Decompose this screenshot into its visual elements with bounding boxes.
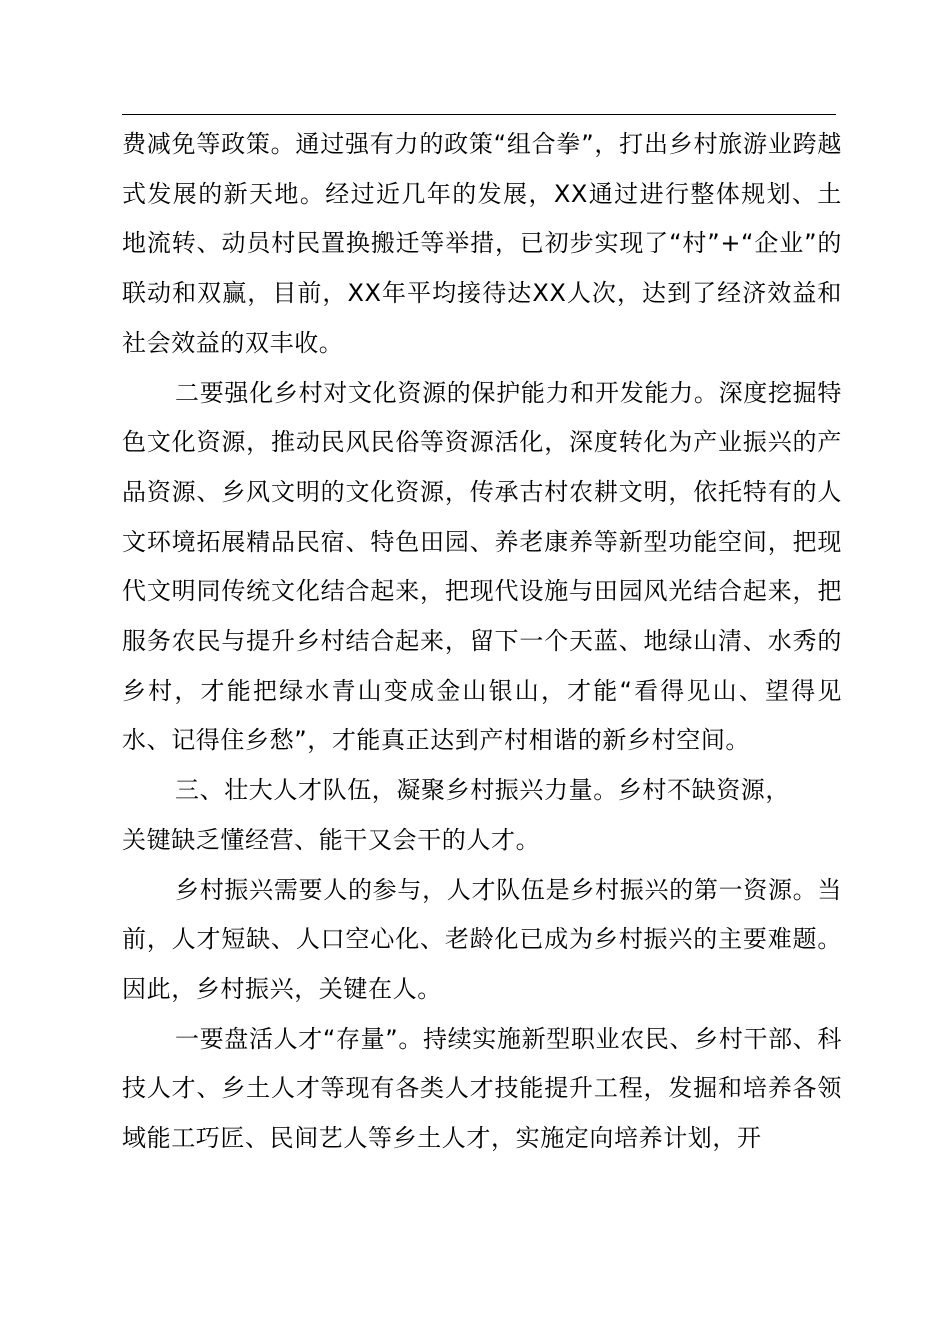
paragraph-continuation: 费减免等政策。通过强有力的政策“组合拳”，打出乡村旅游业跨越式发展的新天地。经过近几年的发展，XX通过进行整体规划、土地流转、动员村民置换搬迁等举措，已初步实现了“村”+“企业”的联动和双赢，目前，XX年平均接待达XX人次，达到了经济效益和社会效益的双丰收。 (122, 130, 842, 357)
document-body (122, 120, 842, 1164)
paragraph-culture-resources: 二要强化乡村对文化资源的保护能力和开发能力。深度挖掘特色文化资源，推动民风民俗等资源活化，深度转化为产业振兴的产品资源、乡风文明的文化资源，传承古村农耕文明，依托特有的人文环境拓展精品民宿、特色田园、养老康养等新型功能空间，把现代文明同传统文化结合起来，把现代设施与田园风光结合起来，把服务农民与提升乡村结合起来，留下一个天蓝、地绿山清、水秀的乡村，才能把绿水青山变成金山银山，才能“看得见山、望得见水、记得住乡愁”，才能真正达到产村相谐的新乡村空间。 (122, 378, 842, 755)
section-heading-talent: 三、壮大人才队伍，凝聚乡村振兴力量。乡村不缺资源， 关键缺乏懂经营、能干又会干的人才。 (122, 776, 790, 854)
paragraph-talent-intro: 乡村振兴需要人的参与，人才队伍是乡村振兴的第一资源。当前，人才短缺、人口空心化、老龄化已成为乡村振兴的主要难题。因此，乡村振兴，关键在人。 (122, 875, 842, 1003)
header-rule (122, 114, 836, 115)
paragraph-talent-stock: 一要盘活人才“存量”。持续实施新型职业农民、乡村干部、科技人才、乡土人才等现有各类人才技能提升工程，发掘和培养各领域能工巧匠、民间艺人等乡土人才，实施定向培养计划，开 (122, 1024, 842, 1153)
